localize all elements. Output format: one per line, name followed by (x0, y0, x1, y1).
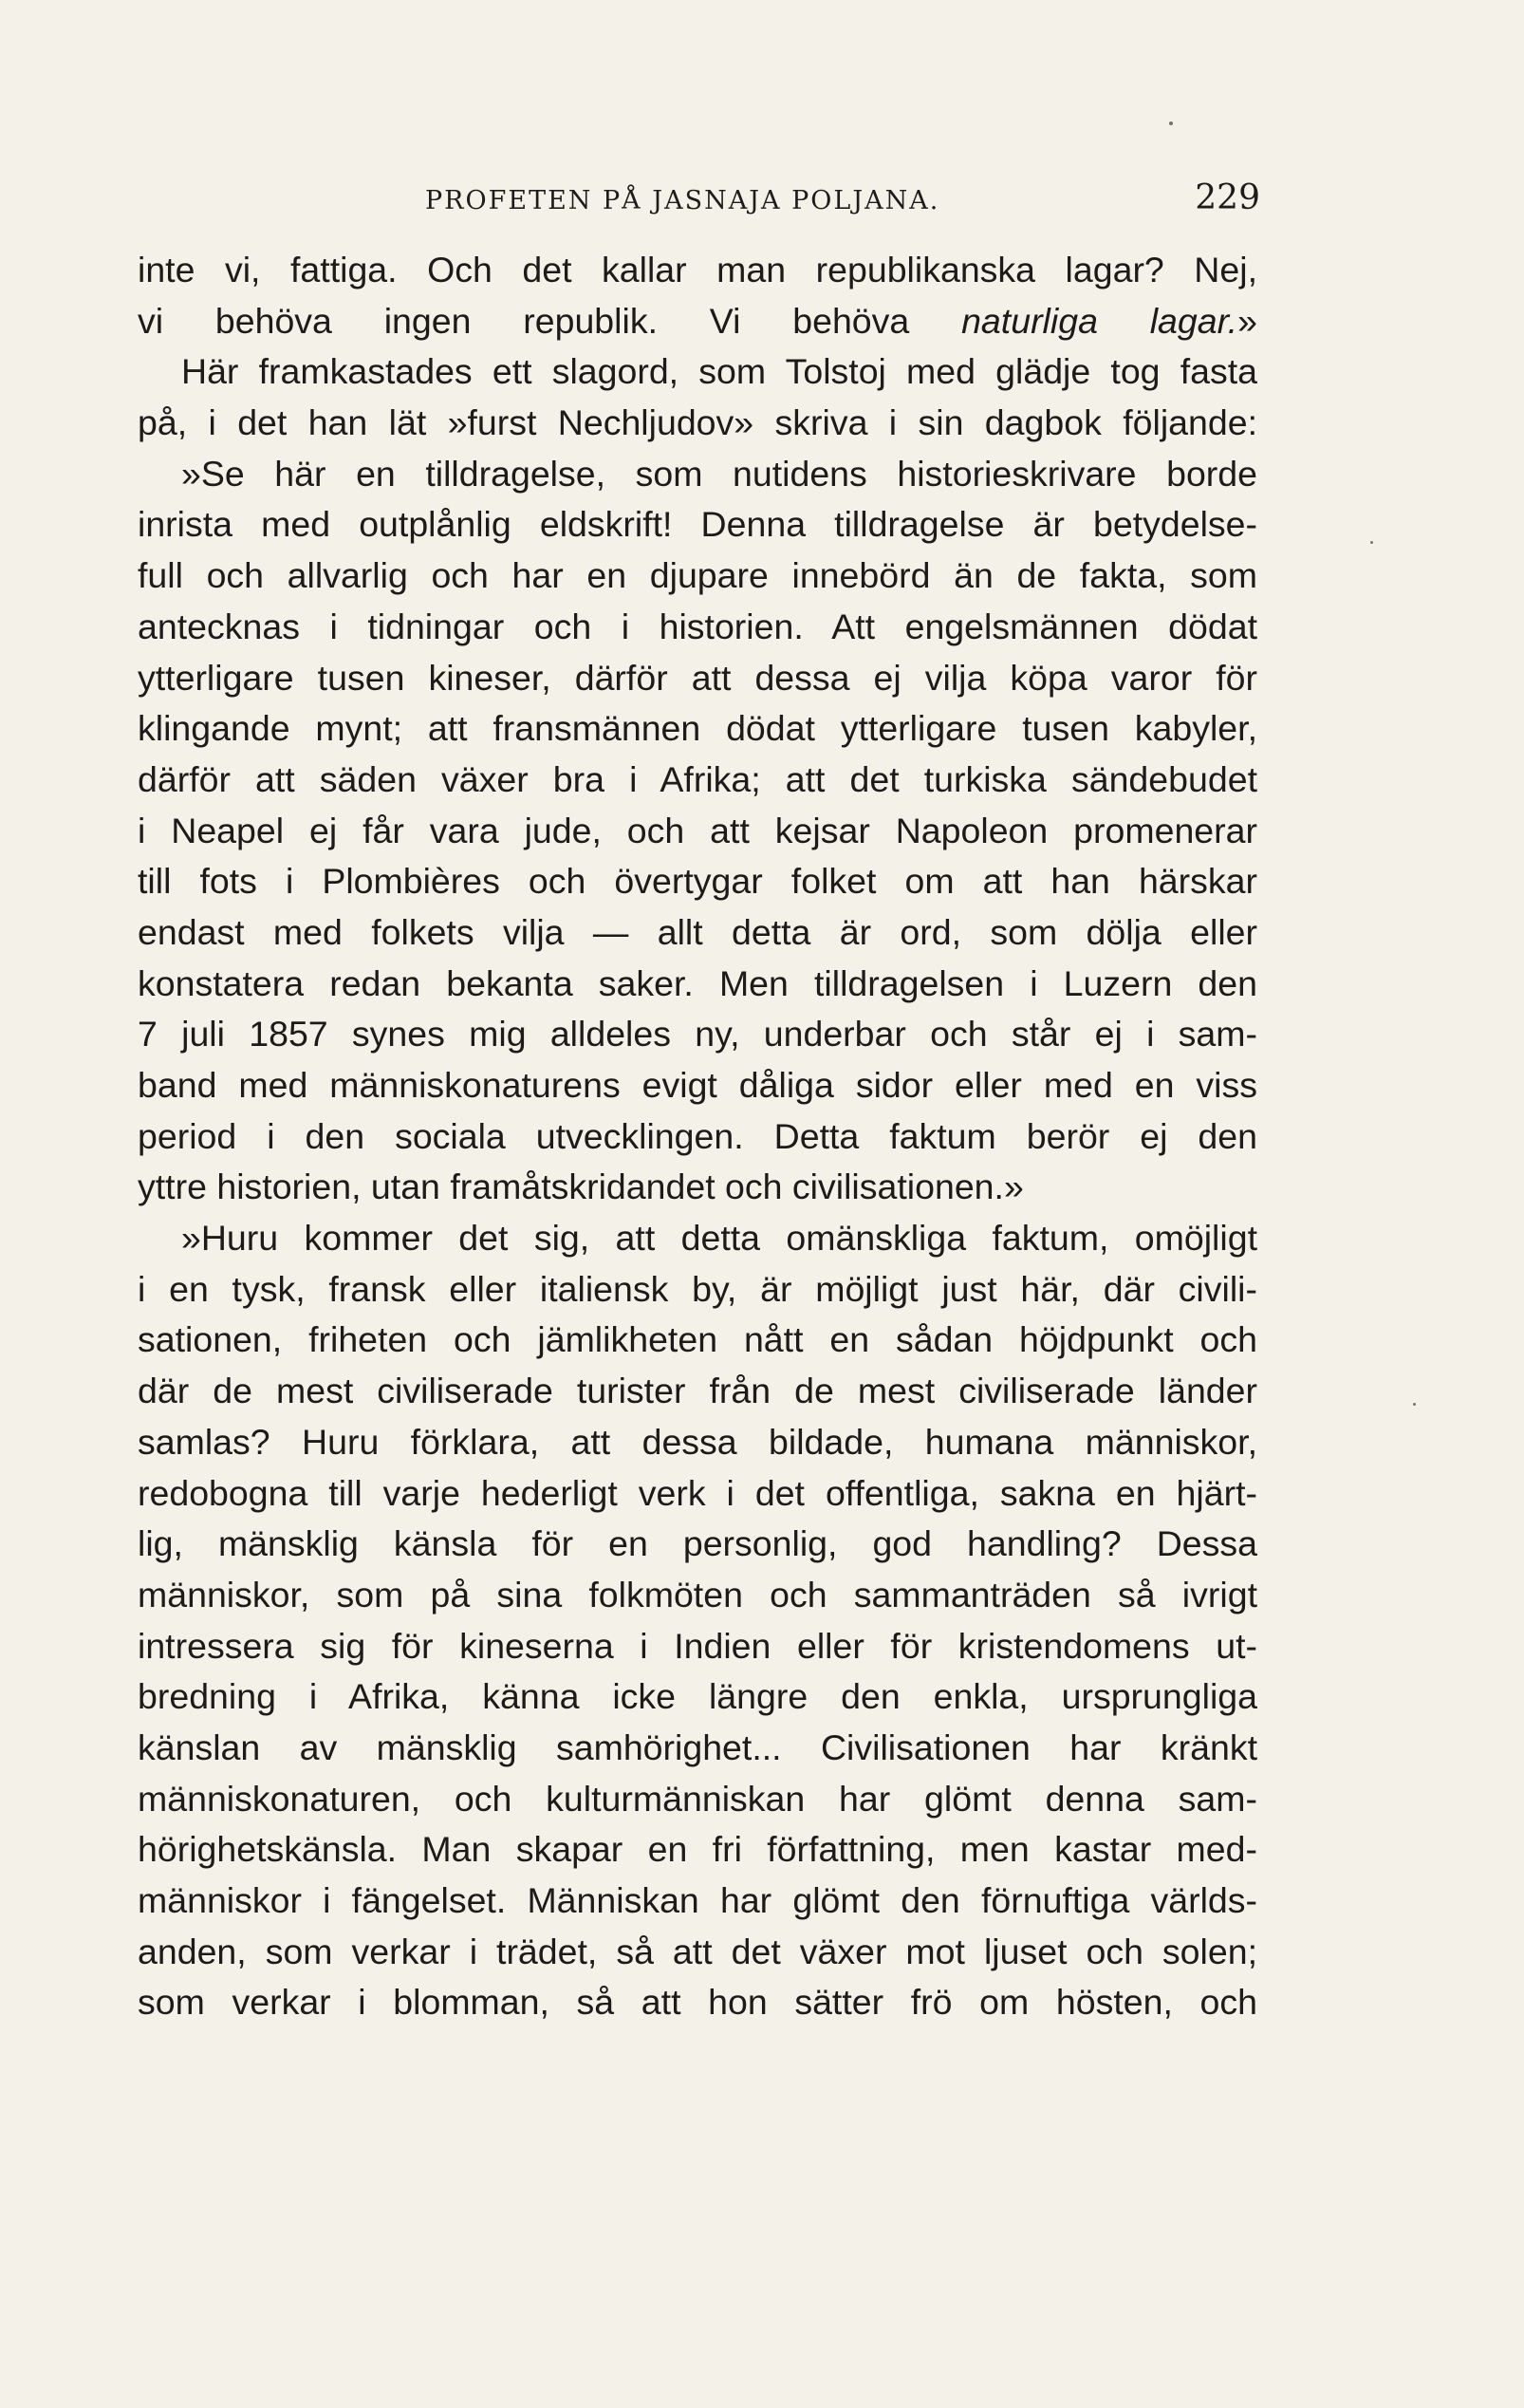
text-line (138, 1060, 1257, 1111)
text-segment: inte vi, fattiga. Och det kallar man republikanska lagar? Nej, (138, 250, 1257, 289)
text-segment: antecknas i tidningar och i historien. Att engelsmännen dödat (138, 606, 1257, 646)
text-segment: människonaturen, och kulturmänniskan har glömt denna sam- (138, 1778, 1257, 1819)
text-segment: känslan av mänsklig samhörighet... Civilisationen har kränkt (138, 1727, 1257, 1767)
text-segment: »Se här en tilldragelse, som nutidens historieskrivare borde (181, 453, 1257, 494)
text-line (138, 1723, 1257, 1774)
text-segment: lig, mänsklig känsla för en personlig, god handling? Dessa (138, 1523, 1257, 1564)
text-line (138, 907, 1257, 959)
text-line (138, 449, 1257, 500)
text-segment: redobogna till varje hederligt verk i det offentliga, sakna en hjärt- (138, 1472, 1257, 1513)
text-line (138, 1315, 1257, 1366)
text-line (138, 551, 1257, 602)
text-line (138, 1519, 1257, 1570)
text-line (138, 346, 1257, 398)
text-segment: människor, som på sina folkmöten och sammanträden så ivrigt (138, 1574, 1257, 1615)
text-segment: period i den sociala utvecklingen. Detta faktum berör ej den (138, 1115, 1257, 1156)
text-line (138, 1621, 1257, 1672)
text-line (138, 1213, 1257, 1264)
text-line (138, 1162, 1257, 1213)
text-line (138, 296, 1257, 347)
text-segment: »Huru kommer det sig, att detta omänskliga faktum, omöjligt (181, 1218, 1257, 1259)
text-segment: Här framkastades ett slagord, som Tolstoj med glädje tog fasta (181, 351, 1257, 392)
text-segment: där de mest civiliserade turister från de mest civiliserade länder (138, 1371, 1257, 1411)
text-line (138, 806, 1257, 857)
text-line (138, 1468, 1257, 1520)
text-line (138, 1417, 1257, 1468)
text-segment: sationen, friheten och jämlikheten nått en sådan höjdpunkt och (138, 1319, 1257, 1360)
paper-speck (1370, 541, 1373, 544)
text-segment: band med människonaturens evigt dåliga sidor eller med en viss (138, 1065, 1257, 1105)
text-line (138, 1366, 1257, 1417)
text-segment: samlas? Huru förklara, att dessa bildade, humana människor, (138, 1421, 1257, 1462)
text-segment: » (1237, 300, 1257, 341)
text-segment: som verkar i blomman, så att hon sätter frö om hösten, och (138, 1982, 1257, 2023)
text-segment: bredning i Afrika, känna icke längre den enkla, ursprungliga (138, 1676, 1257, 1717)
text-line (138, 755, 1257, 806)
text-line (138, 1570, 1257, 1621)
text-line (138, 602, 1257, 653)
text-line (138, 1876, 1257, 1927)
text-line (138, 1111, 1257, 1163)
text-line (138, 499, 1257, 551)
text-line (138, 1774, 1257, 1825)
text-segment: på, i det han lät »furst Nechljudov» skriva i sin dagbok följande: (138, 402, 1257, 443)
text-line (138, 1927, 1257, 1978)
page-header (140, 178, 1260, 232)
paper-speck (1169, 121, 1173, 125)
text-line (138, 398, 1257, 449)
text-segment: yttre historien, utan framåtskridandet och civilisationen.» (138, 1167, 1024, 1207)
text-segment: i Neapel ej får vara jude, och att kejsar Napoleon promenerar (138, 810, 1257, 850)
text-segment: 7 juli 1857 synes mig alldeles ny, underbar och står ej i sam- (138, 1014, 1257, 1055)
text-line (138, 1264, 1257, 1316)
text-segment: vi behöva ingen republik. Vi behöva (138, 300, 962, 341)
paper-speck (1413, 1403, 1416, 1406)
text-line (138, 959, 1257, 1010)
text-line (138, 703, 1257, 755)
text-segment: klingande mynt; att fransmännen dödat ytterligare tusen kabyler, (138, 708, 1257, 749)
text-line (138, 1824, 1257, 1876)
text-segment: naturliga lagar. (961, 300, 1238, 341)
text-line (138, 1671, 1257, 1723)
text-segment: till fots i Plombières och övertygar folket om att han härskar (138, 861, 1257, 902)
text-segment: därför att säden växer bra i Afrika; att det turkiska sändebudet (138, 758, 1257, 799)
text-segment: endast med folkets vilja — allt detta är ord, som dölja eller (138, 911, 1257, 952)
body-text (138, 245, 1257, 2028)
text-line (138, 245, 1257, 296)
text-segment: hörighetskänsla. Man skapar en fri författning, men kastar med- (138, 1829, 1257, 1870)
text-segment: anden, som verkar i trädet, så att det växer mot ljuset och solen; (138, 1931, 1257, 1971)
text-segment: ytterligare tusen kineser, därför att dessa ej vilja köpa varor för (138, 657, 1257, 698)
text-segment: i en tysk, fransk eller italiensk by, är möjligt just här, där civili- (138, 1268, 1257, 1309)
text-segment: människor i fängelset. Människan har glömt den förnuftiga världs- (138, 1880, 1257, 1920)
text-segment: inrista med outplånlig eldskrift! Denna tilldragelse är betydelse- (138, 504, 1257, 545)
text-line (138, 1009, 1257, 1060)
running-head: PROFETEN PÅ JASNAJA POLJANA. (425, 186, 940, 215)
text-segment: full och allvarlig och har en djupare innebörd än de fakta, som (138, 555, 1257, 596)
text-segment: konstatera redan bekanta saker. Men tilldragelsen i Luzern den (138, 962, 1257, 1003)
text-line (138, 1977, 1257, 2028)
page-number: 229 (1195, 178, 1260, 217)
text-segment: intressera sig för kineserna i Indien eller för kristendomens ut- (138, 1625, 1257, 1666)
text-line (138, 856, 1257, 907)
text-line (138, 653, 1257, 704)
